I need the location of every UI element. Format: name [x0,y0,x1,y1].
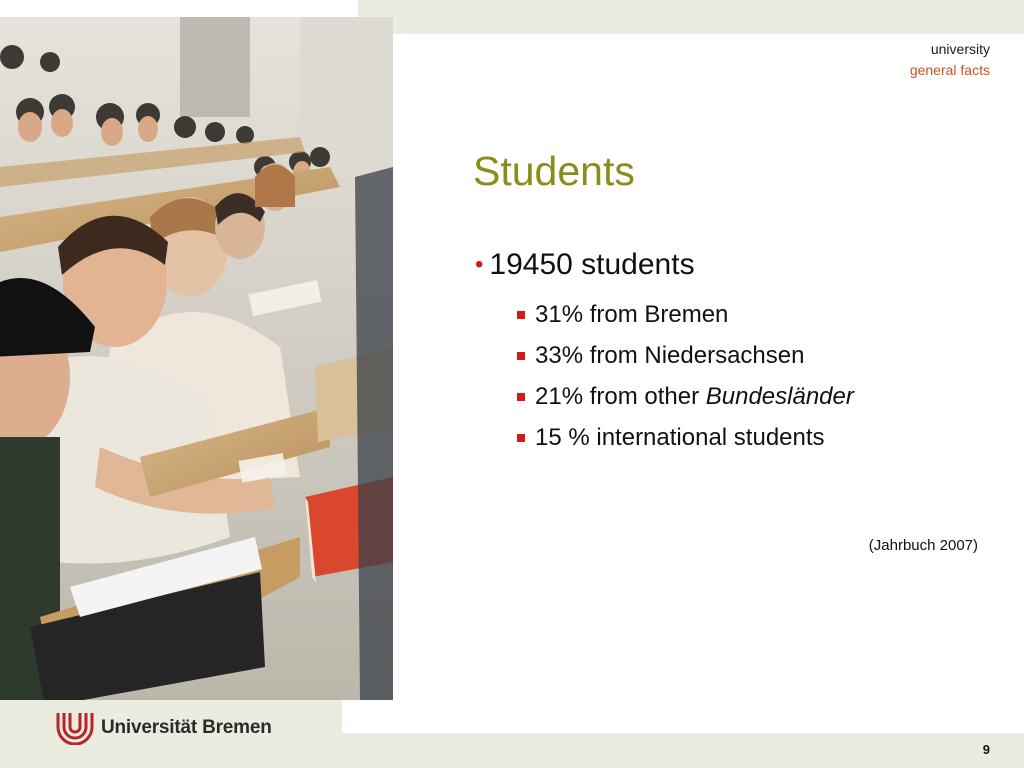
source-note: (Jahrbuch 2007) [868,537,978,554]
sub-bullet [517,335,995,376]
section-label-general-facts: general facts [909,62,990,78]
main-bullet [475,248,995,282]
bottom-frame-band [342,733,1024,768]
sub-bullet-text: 33% from Niedersachsen [535,341,805,369]
red-square-bullet-icon [517,311,525,319]
sub-bullet-text-plain: 21% from other [535,382,706,410]
bullet-list [475,248,995,458]
page-number: 9 [982,742,990,757]
red-dot-bullet-icon: • [475,251,484,278]
sub-bullet [517,376,995,417]
sub-bullet [517,294,995,335]
logo-text: Universität Bremen [101,717,272,738]
section-label-university: university [930,41,990,57]
lecture-hall-photo [0,17,393,700]
sub-bullet-text: 31% from Bremen [535,300,729,328]
red-square-bullet-icon [517,352,525,360]
section-label [910,39,990,81]
university-logo [55,710,272,746]
top-frame-band [358,0,1024,34]
sub-bullet [517,417,995,458]
red-square-bullet-icon [517,434,525,442]
sub-bullet-text-italic: Bundesländer [705,382,854,410]
university-bremen-logo-icon [55,711,95,745]
slide-title: Students [473,148,635,194]
sub-bullet-text: 15 % international students [535,423,825,451]
sub-bullet-list [517,294,995,458]
red-square-bullet-icon [517,393,525,401]
sub-bullet-text [535,383,854,411]
main-bullet-text: 19450 students [489,248,695,281]
